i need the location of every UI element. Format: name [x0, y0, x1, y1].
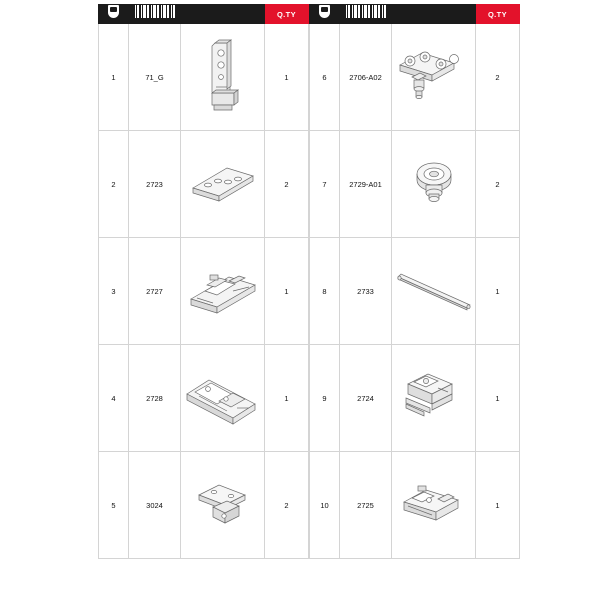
lock-block-2725-icon — [394, 470, 474, 540]
row-qty: 1 — [265, 345, 309, 452]
table-row — [310, 24, 520, 131]
row-number: 1 — [99, 24, 129, 131]
row-number: 3 — [99, 238, 129, 345]
row-part-image — [181, 452, 265, 559]
damper-rail-unit-2728-icon — [181, 356, 265, 440]
row-qty: 1 — [476, 238, 520, 345]
row-part-image — [181, 24, 265, 131]
row-part-image — [392, 238, 476, 345]
header-barcode-cell — [129, 5, 181, 24]
row-code: 2733 — [340, 238, 392, 345]
row-part-image — [392, 452, 476, 559]
row-qty: 2 — [476, 24, 520, 131]
table-row — [310, 238, 520, 345]
row-part-image — [181, 131, 265, 238]
angle-bracket-3024-icon — [183, 465, 263, 545]
end-stop-assembly-2724-icon — [394, 358, 474, 438]
row-code: 2724 — [340, 345, 392, 452]
header-qty-cell: Q.TY — [476, 5, 520, 24]
table-row — [99, 345, 309, 452]
header-qty-cell: Q.TY — [265, 5, 309, 24]
right-parts-table — [309, 4, 520, 559]
row-qty: 2 — [265, 452, 309, 559]
row-qty: 1 — [265, 238, 309, 345]
flat-slotted-plate-2723-icon — [183, 144, 263, 224]
row-code: 2729-A01 — [340, 131, 392, 238]
row-part-image — [392, 24, 476, 131]
row-number: 6 — [310, 24, 340, 131]
row-qty: 2 — [476, 131, 520, 238]
table-row — [99, 131, 309, 238]
table-row — [99, 238, 309, 345]
parts-list-sheet — [98, 4, 518, 559]
bracket-plate-71g-icon — [185, 31, 261, 123]
row-qty: 2 — [265, 131, 309, 238]
table-row — [310, 131, 520, 238]
header-barcode-cell — [340, 5, 392, 24]
long-rod-2733-icon — [392, 261, 476, 321]
row-number: 5 — [99, 452, 129, 559]
row-part-image — [392, 345, 476, 452]
table-row — [310, 452, 520, 559]
table-row — [99, 24, 309, 131]
row-code: 2727 — [129, 238, 181, 345]
left-parts-table — [98, 4, 309, 559]
row-number: 2 — [99, 131, 129, 238]
row-part-image — [181, 345, 265, 452]
row-qty: 1 — [476, 452, 520, 559]
row-number: 7 — [310, 131, 340, 238]
row-qty: 1 — [476, 345, 520, 452]
row-qty: 1 — [265, 24, 309, 131]
header-image-cell — [181, 5, 265, 24]
row-code: 2723 — [129, 131, 181, 238]
table-row — [99, 452, 309, 559]
round-pulley-2729-a01-icon — [399, 148, 469, 220]
row-number: 8 — [310, 238, 340, 345]
header-shield-cell — [310, 5, 340, 24]
tables-container — [98, 4, 518, 559]
row-code: 71_G — [129, 24, 181, 131]
left-table-header-row — [99, 5, 309, 24]
header-image-cell — [392, 5, 476, 24]
row-code: 2725 — [340, 452, 392, 559]
header-shield-cell — [99, 5, 129, 24]
shield-icon — [108, 5, 119, 18]
row-code: 2728 — [129, 345, 181, 452]
roller-carriage-2706-a02-icon — [392, 33, 476, 121]
barcode-icon — [346, 5, 386, 18]
row-part-image — [392, 131, 476, 238]
row-code: 3024 — [129, 452, 181, 559]
table-row — [310, 345, 520, 452]
barcode-icon — [135, 5, 175, 18]
carriage-rail-block-2727-icon — [183, 251, 263, 331]
row-number: 4 — [99, 345, 129, 452]
right-table-header-row — [310, 5, 520, 24]
row-number: 10 — [310, 452, 340, 559]
row-part-image — [181, 238, 265, 345]
row-number: 9 — [310, 345, 340, 452]
shield-icon — [319, 5, 330, 18]
row-code: 2706-A02 — [340, 24, 392, 131]
